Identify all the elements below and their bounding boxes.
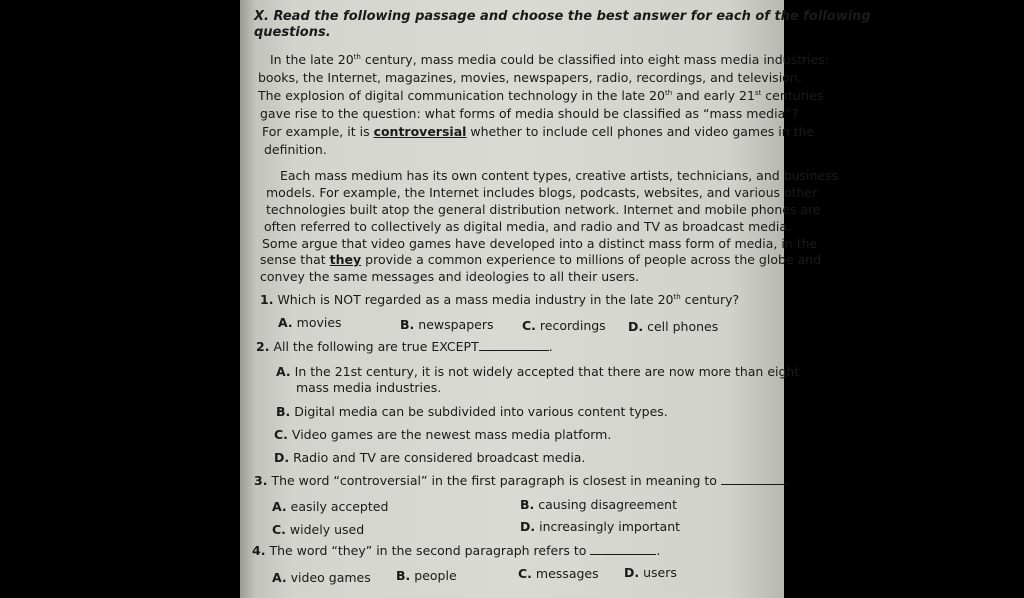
p2-line-7: convey the same messages and ideologies to all their users. xyxy=(260,269,639,284)
q3-option-b[interactable]: B. causing disagreement xyxy=(520,497,677,512)
q1-option-d[interactable]: D. cell phones xyxy=(628,319,719,334)
q4-option-d[interactable]: D. users xyxy=(624,565,677,580)
q3-option-c[interactable]: C. widely used xyxy=(272,522,365,537)
p1-line-4: gave rise to the question: what forms of media should be classified as “mass media”? xyxy=(260,106,799,121)
q3-option-d[interactable]: D. increasingly important xyxy=(520,519,681,534)
section-heading: X. Read the following passage and choose the best answer for each of the following xyxy=(254,9,871,24)
p1-line-1: In the late 20th century, mass media could be classified into eight mass media industries: xyxy=(270,52,830,67)
p1-line-3: The explosion of digital communication technology in the late 20th and early 21st centuries xyxy=(258,88,824,103)
p2-line-3: technologies built atop the general distribution network. Internet and mobile phones are xyxy=(266,202,821,217)
question-1: 1. Which is NOT regarded as a mass media industry in the late 20th century? xyxy=(260,292,740,307)
q1-option-b[interactable]: B. newspapers xyxy=(400,317,494,332)
q3-option-a[interactable]: A. easily accepted xyxy=(272,499,389,514)
answer-blank xyxy=(479,339,549,351)
q4-option-c[interactable]: C. messages xyxy=(518,566,599,581)
answer-blank xyxy=(590,543,656,555)
q2-option-b[interactable]: B. Digital media can be subdivided into various content types. xyxy=(276,404,668,419)
p1-line-5: For example, it is controversial whether to include cell phones and video games in the xyxy=(262,124,815,139)
q4-option-b[interactable]: B. people xyxy=(396,568,457,583)
q1-option-c[interactable]: C. recordings xyxy=(522,318,606,333)
q2-option-d[interactable]: D. Radio and TV are considered broadcast media. xyxy=(274,450,586,465)
answer-blank xyxy=(721,473,785,485)
p2-line-1: Each mass medium has its own content types, creative artists, technicians, and business xyxy=(280,168,839,183)
q2-option-a-cont: mass media industries. xyxy=(296,380,442,395)
q2-option-a[interactable]: A. In the 21st century, it is not widely accepted that there are now more than eight xyxy=(276,364,800,379)
p1-line-6: definition. xyxy=(264,142,327,157)
page-shadow xyxy=(240,0,258,598)
underlined-word-controversial: controversial xyxy=(373,124,467,139)
p1-line-2: books, the Internet, magazines, movies, newspapers, radio, recordings, and television. xyxy=(258,70,802,85)
question-2: 2. All the following are true EXCEPT . xyxy=(256,339,553,354)
question-3: 3. The word “controversial” in the first paragraph is closest in meaning to . xyxy=(254,473,789,488)
p2-line-5: Some argue that video games have developed into a distinct mass form of media, in the xyxy=(262,236,818,251)
question-4: 4. The word “they” in the second paragraph refers to . xyxy=(252,543,661,558)
underlined-word-they: they xyxy=(329,252,362,267)
q1-option-a[interactable]: A. movies xyxy=(278,315,342,330)
q2-option-c[interactable]: C. Video games are the newest mass media platform. xyxy=(274,427,612,442)
q4-option-a[interactable]: A. video games xyxy=(272,570,371,585)
p2-line-4: often referred to collectively as digital media, and radio and TV as broadcast media. xyxy=(264,219,792,234)
document-page xyxy=(240,0,871,598)
p2-line-6: sense that they provide a common experience to millions of people across the globe and xyxy=(260,252,822,267)
p2-line-2: models. For example, the Internet includes blogs, podcasts, websites, and various other xyxy=(266,185,818,200)
section-heading-cont: questions. xyxy=(254,25,331,40)
